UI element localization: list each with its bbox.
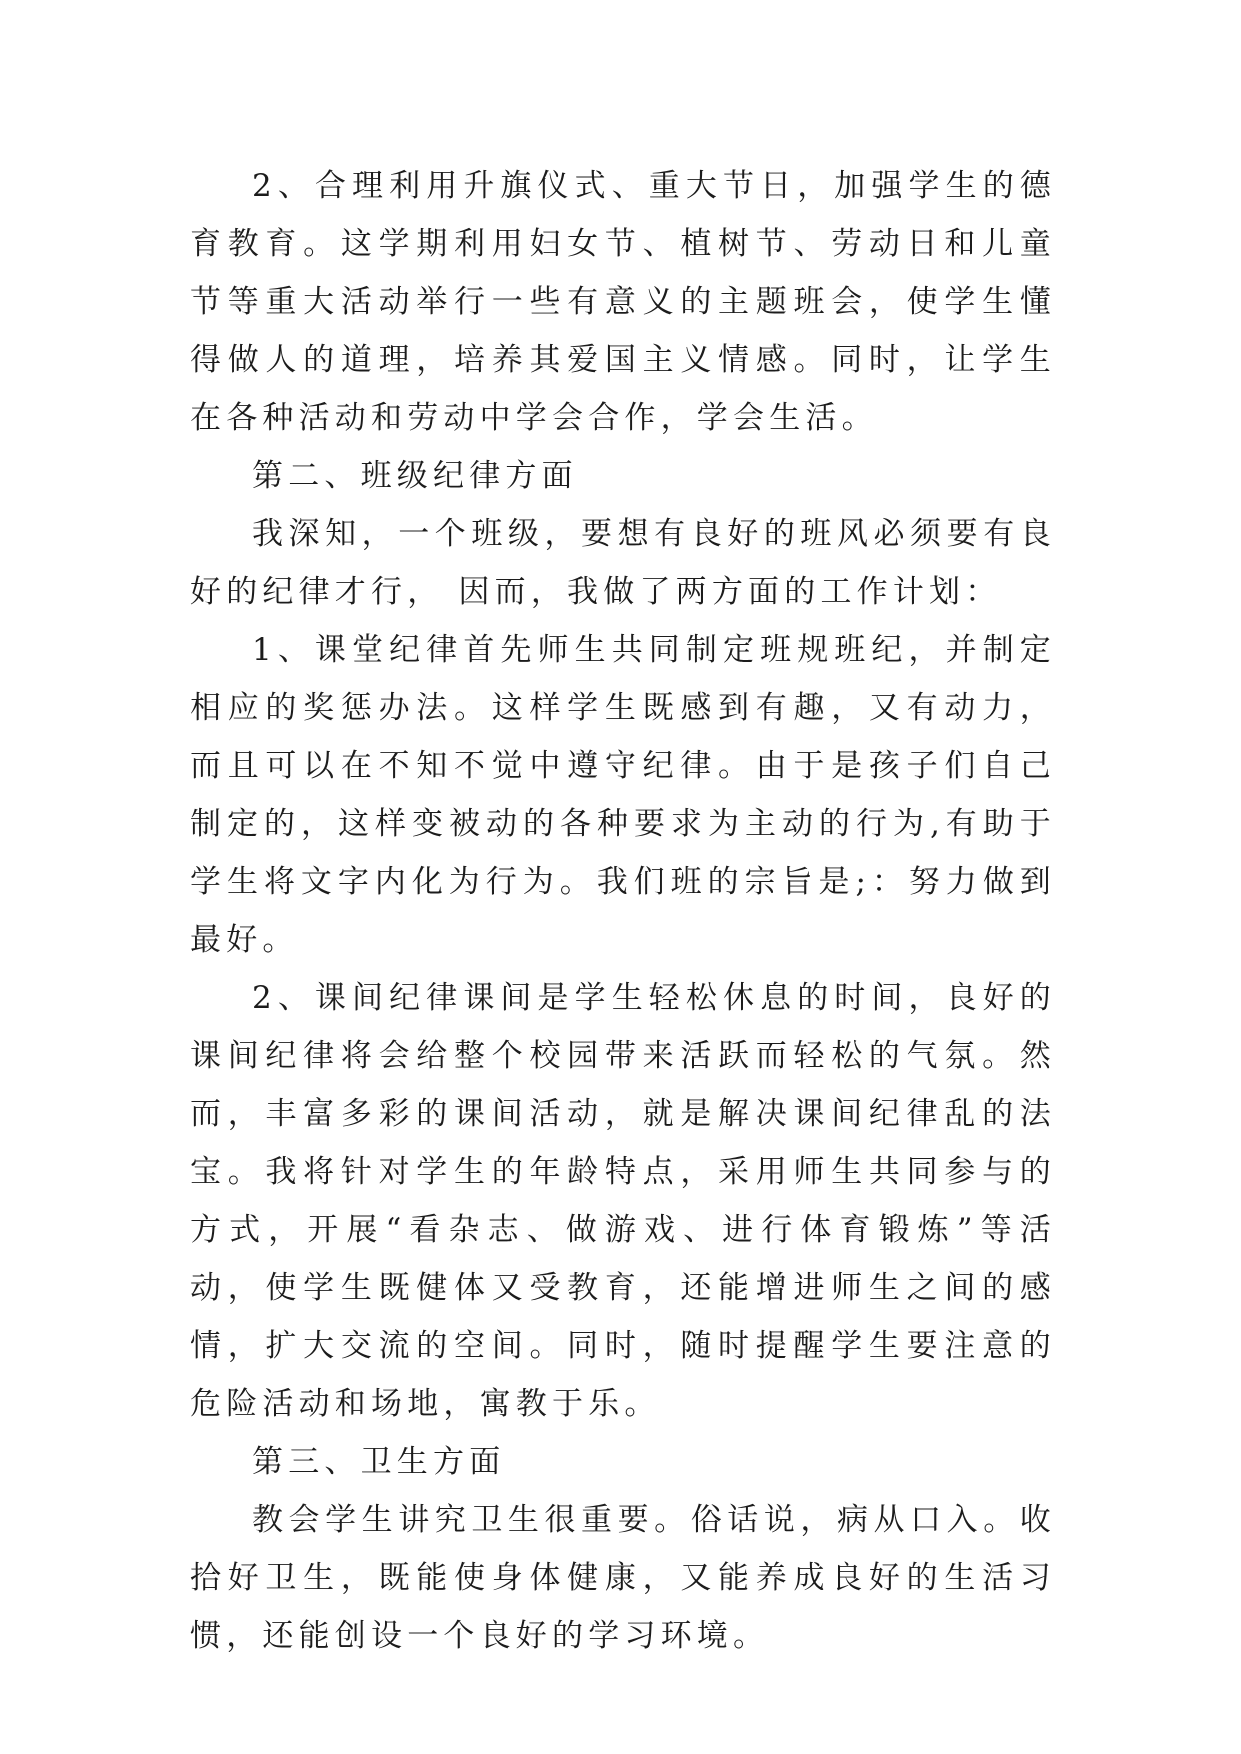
paragraph-break-discipline: 2、课间纪律课间是学生轻松休息的时间，良好的课间纪律将会给整个校园带来活跃而轻松的气氛。然而，丰富多彩的课间活动，就是解决课间纪律乱的法宝。我将针对学生的年龄特点，采用师生共同参与的方式，开展“看杂志、做游戏、进行体育锻炼”等活动，使学生既健体又受教育，还能增进师生之间的感情，扩大交流的空间。同时，随时提醒学生要注意的危险活动和场地，寓教于乐。 xyxy=(190,980,1056,1422)
paragraph-classroom-discipline: 1、课堂纪律首先师生共同制定班规班纪，并制定相应的奖惩办法。这样学生既感到有趣，又有动力，而且可以在不知不觉中遵守纪律。由于是孩子们自己制定的，这样变被动的各种要求为主动的行为,有助于学生将文字内化为行为。我们班的宗旨是;：努力做到最好。 xyxy=(190,632,1056,958)
heading-class-discipline: 第二、班级纪律方面 xyxy=(252,458,578,494)
heading-hygiene: 第三、卫生方面 xyxy=(252,1444,506,1480)
paragraph-moral-education: 2、合理利用升旗仪式、重大节日，加强学生的德育教育。这学期利用妇女节、植树节、劳动日和儿童节等重大活动举行一些有意义的主题班会，使学生懂得做人的道理，培养其爱国主义情感。同时，让学生在各种活动和劳动中学会合作，学会生活。 xyxy=(190,168,1056,436)
paragraph-discipline-intro: 我深知，一个班级，要想有良好的班风必须要有良好的纪律才行， 因而，我做了两方面的工作计划： xyxy=(190,516,1056,610)
paragraph-hygiene: 教会学生讲究卫生很重要。俗话说，病从口入。收拾好卫生，既能使身体健康，又能养成良好的生活习惯，还能创设一个良好的学习环境。 xyxy=(190,1502,1056,1654)
document-page xyxy=(190,157,1056,1665)
